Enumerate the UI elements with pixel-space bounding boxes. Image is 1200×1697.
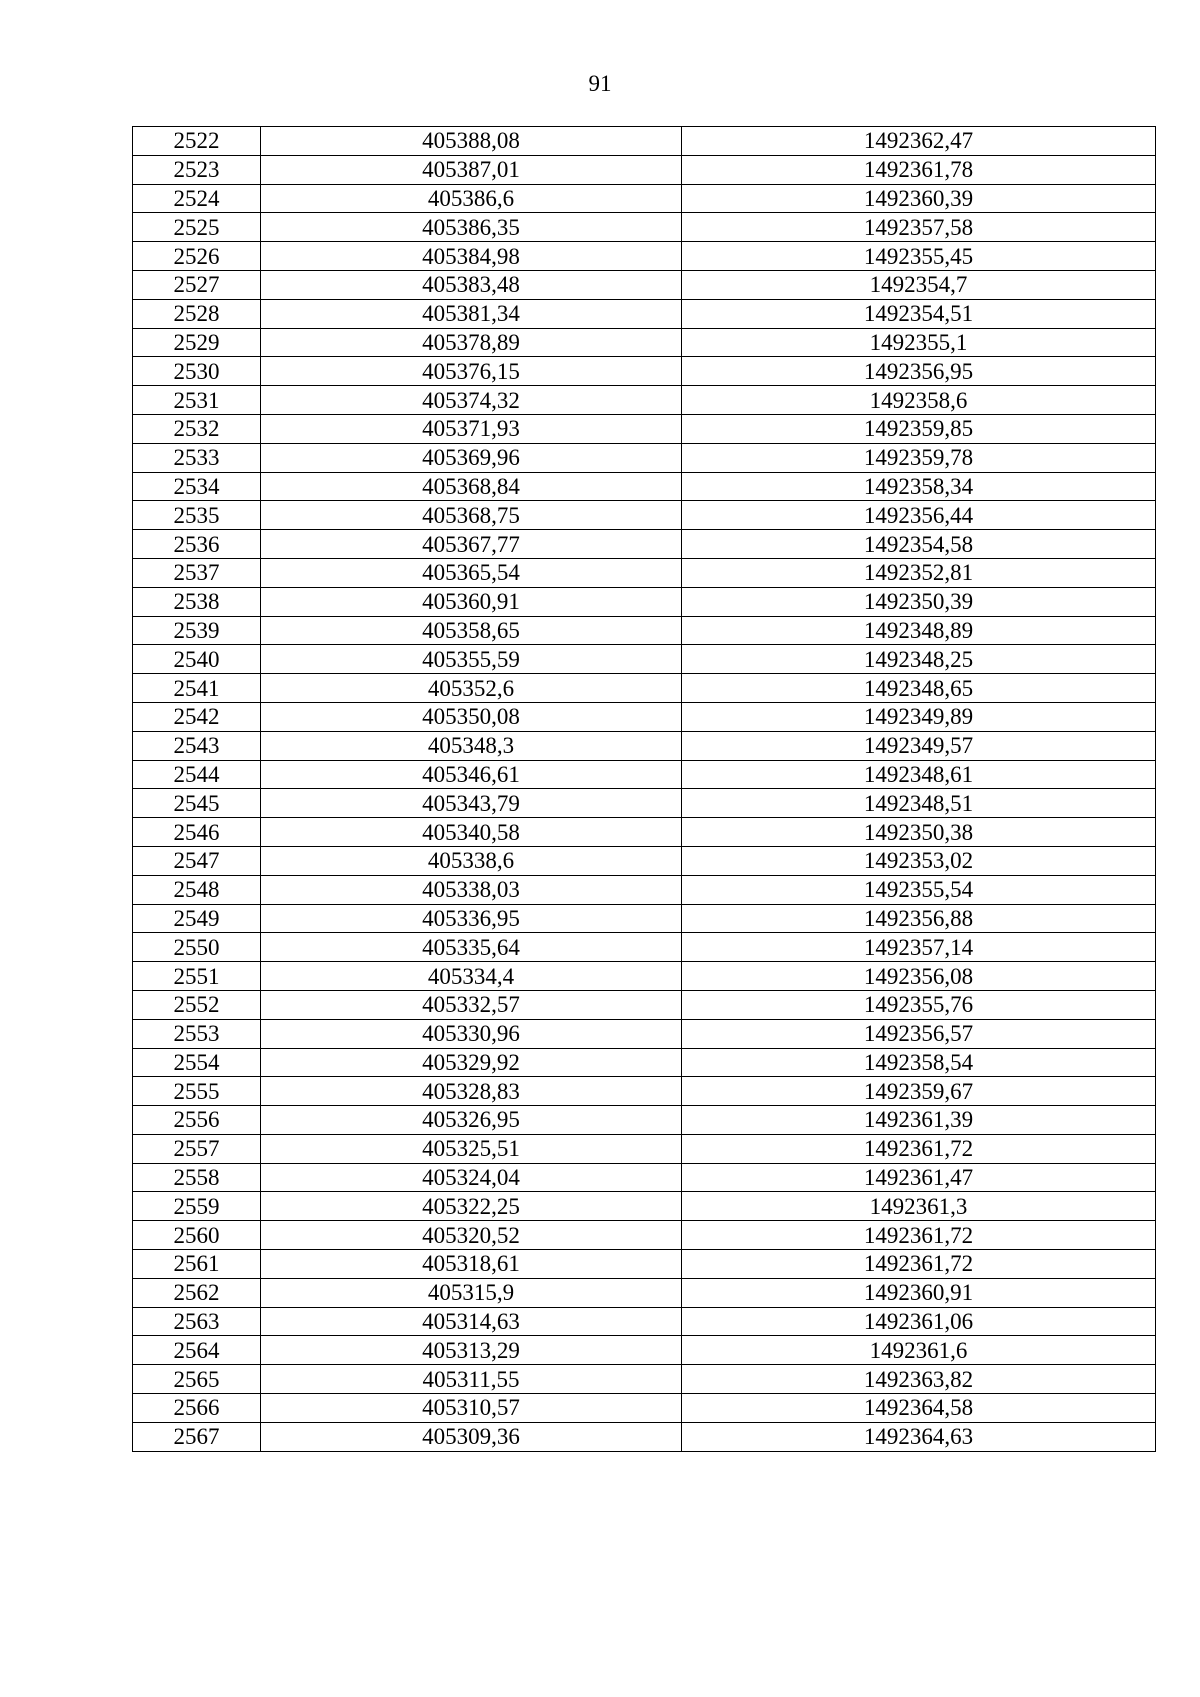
- y-coordinate-cell: 1492358,6: [682, 386, 1156, 415]
- point-number-cell: 2535: [133, 501, 261, 530]
- y-coordinate-cell: 1492349,89: [682, 702, 1156, 731]
- table-row: [133, 962, 1156, 991]
- point-number-cell: 2528: [133, 299, 261, 328]
- y-coordinate-cell: 1492355,45: [682, 242, 1156, 271]
- x-coordinate-cell: 405368,84: [261, 472, 682, 501]
- table-row: [133, 818, 1156, 847]
- x-coordinate-cell: 405320,52: [261, 1221, 682, 1250]
- table-row: [133, 1336, 1156, 1365]
- point-number-cell: 2544: [133, 760, 261, 789]
- y-coordinate-cell: 1492356,44: [682, 501, 1156, 530]
- x-coordinate-cell: 405326,95: [261, 1106, 682, 1135]
- y-coordinate-cell: 1492348,51: [682, 789, 1156, 818]
- table-row: [133, 933, 1156, 962]
- point-number-cell: 2526: [133, 242, 261, 271]
- y-coordinate-cell: 1492361,72: [682, 1221, 1156, 1250]
- x-coordinate-cell: 405334,4: [261, 962, 682, 991]
- point-number-cell: 2529: [133, 328, 261, 357]
- table-row: [133, 155, 1156, 184]
- coordinates-table: [132, 126, 1156, 1452]
- table-row: [133, 731, 1156, 760]
- table-row: [133, 530, 1156, 559]
- point-number-cell: 2552: [133, 990, 261, 1019]
- point-number-cell: 2546: [133, 818, 261, 847]
- table-row: [133, 270, 1156, 299]
- y-coordinate-cell: 1492360,39: [682, 184, 1156, 213]
- y-coordinate-cell: 1492350,38: [682, 818, 1156, 847]
- x-coordinate-cell: 405338,03: [261, 875, 682, 904]
- point-number-cell: 2553: [133, 1019, 261, 1048]
- point-number-cell: 2541: [133, 674, 261, 703]
- table-row: [133, 616, 1156, 645]
- x-coordinate-cell: 405330,96: [261, 1019, 682, 1048]
- table-row: [133, 386, 1156, 415]
- x-coordinate-cell: 405332,57: [261, 990, 682, 1019]
- table-row: [133, 1422, 1156, 1451]
- point-number-cell: 2563: [133, 1307, 261, 1336]
- x-coordinate-cell: 405383,48: [261, 270, 682, 299]
- point-number-cell: 2565: [133, 1365, 261, 1394]
- table-row: [133, 645, 1156, 674]
- table-row: [133, 1163, 1156, 1192]
- point-number-cell: 2527: [133, 270, 261, 299]
- x-coordinate-cell: 405310,57: [261, 1394, 682, 1423]
- x-coordinate-cell: 405355,59: [261, 645, 682, 674]
- table-row: [133, 1278, 1156, 1307]
- x-coordinate-cell: 405365,54: [261, 558, 682, 587]
- y-coordinate-cell: 1492361,06: [682, 1307, 1156, 1336]
- point-number-cell: 2567: [133, 1422, 261, 1451]
- table-row: [133, 702, 1156, 731]
- y-coordinate-cell: 1492356,57: [682, 1019, 1156, 1048]
- table-row: [133, 127, 1156, 156]
- y-coordinate-cell: 1492361,3: [682, 1192, 1156, 1221]
- x-coordinate-cell: 405352,6: [261, 674, 682, 703]
- point-number-cell: 2561: [133, 1250, 261, 1279]
- table-row: [133, 299, 1156, 328]
- y-coordinate-cell: 1492348,25: [682, 645, 1156, 674]
- x-coordinate-cell: 405324,04: [261, 1163, 682, 1192]
- x-coordinate-cell: 405387,01: [261, 155, 682, 184]
- point-number-cell: 2559: [133, 1192, 261, 1221]
- table-row: [133, 1048, 1156, 1077]
- x-coordinate-cell: 405311,55: [261, 1365, 682, 1394]
- y-coordinate-cell: 1492354,51: [682, 299, 1156, 328]
- x-coordinate-cell: 405328,83: [261, 1077, 682, 1106]
- x-coordinate-cell: 405378,89: [261, 328, 682, 357]
- point-number-cell: 2539: [133, 616, 261, 645]
- x-coordinate-cell: 405343,79: [261, 789, 682, 818]
- point-number-cell: 2556: [133, 1106, 261, 1135]
- y-coordinate-cell: 1492348,89: [682, 616, 1156, 645]
- point-number-cell: 2525: [133, 213, 261, 242]
- x-coordinate-cell: 405340,58: [261, 818, 682, 847]
- y-coordinate-cell: 1492355,1: [682, 328, 1156, 357]
- x-coordinate-cell: 405367,77: [261, 530, 682, 559]
- y-coordinate-cell: 1492352,81: [682, 558, 1156, 587]
- point-number-cell: 2540: [133, 645, 261, 674]
- point-number-cell: 2554: [133, 1048, 261, 1077]
- y-coordinate-cell: 1492357,58: [682, 213, 1156, 242]
- point-number-cell: 2538: [133, 587, 261, 616]
- point-number-cell: 2523: [133, 155, 261, 184]
- point-number-cell: 2564: [133, 1336, 261, 1365]
- x-coordinate-cell: 405374,32: [261, 386, 682, 415]
- y-coordinate-cell: 1492357,14: [682, 933, 1156, 962]
- y-coordinate-cell: 1492355,76: [682, 990, 1156, 1019]
- x-coordinate-cell: 405309,36: [261, 1422, 682, 1451]
- table-row: [133, 1365, 1156, 1394]
- table-row: [133, 1192, 1156, 1221]
- y-coordinate-cell: 1492361,6: [682, 1336, 1156, 1365]
- point-number-cell: 2551: [133, 962, 261, 991]
- point-number-cell: 2537: [133, 558, 261, 587]
- y-coordinate-cell: 1492364,63: [682, 1422, 1156, 1451]
- y-coordinate-cell: 1492361,78: [682, 155, 1156, 184]
- y-coordinate-cell: 1492356,95: [682, 357, 1156, 386]
- table-row: [133, 242, 1156, 271]
- point-number-cell: 2543: [133, 731, 261, 760]
- table-row: [133, 904, 1156, 933]
- x-coordinate-cell: 405386,6: [261, 184, 682, 213]
- y-coordinate-cell: 1492360,91: [682, 1278, 1156, 1307]
- table-row: [133, 472, 1156, 501]
- y-coordinate-cell: 1492359,67: [682, 1077, 1156, 1106]
- point-number-cell: 2555: [133, 1077, 261, 1106]
- y-coordinate-cell: 1492359,85: [682, 414, 1156, 443]
- x-coordinate-cell: 405360,91: [261, 587, 682, 616]
- table-row: [133, 990, 1156, 1019]
- table-row: [133, 184, 1156, 213]
- point-number-cell: 2557: [133, 1134, 261, 1163]
- table-row: [133, 443, 1156, 472]
- x-coordinate-cell: 405329,92: [261, 1048, 682, 1077]
- y-coordinate-cell: 1492348,65: [682, 674, 1156, 703]
- table-row: [133, 1250, 1156, 1279]
- point-number-cell: 2542: [133, 702, 261, 731]
- y-coordinate-cell: 1492350,39: [682, 587, 1156, 616]
- table-row: [133, 1307, 1156, 1336]
- table-row: [133, 789, 1156, 818]
- x-coordinate-cell: 405318,61: [261, 1250, 682, 1279]
- table-row: [133, 1394, 1156, 1423]
- x-coordinate-cell: 405338,6: [261, 846, 682, 875]
- coordinates-table-body: [133, 127, 1156, 1452]
- point-number-cell: 2530: [133, 357, 261, 386]
- y-coordinate-cell: 1492361,39: [682, 1106, 1156, 1135]
- x-coordinate-cell: 405358,65: [261, 616, 682, 645]
- y-coordinate-cell: 1492358,54: [682, 1048, 1156, 1077]
- table-row: [133, 1106, 1156, 1135]
- point-number-cell: 2558: [133, 1163, 261, 1192]
- table-row: [133, 357, 1156, 386]
- point-number-cell: 2536: [133, 530, 261, 559]
- y-coordinate-cell: 1492354,7: [682, 270, 1156, 299]
- table-row: [133, 846, 1156, 875]
- y-coordinate-cell: 1492364,58: [682, 1394, 1156, 1423]
- x-coordinate-cell: 405388,08: [261, 127, 682, 156]
- point-number-cell: 2566: [133, 1394, 261, 1423]
- x-coordinate-cell: 405348,3: [261, 731, 682, 760]
- y-coordinate-cell: 1492356,88: [682, 904, 1156, 933]
- table-row: [133, 1134, 1156, 1163]
- y-coordinate-cell: 1492361,72: [682, 1250, 1156, 1279]
- y-coordinate-cell: 1492361,47: [682, 1163, 1156, 1192]
- point-number-cell: 2532: [133, 414, 261, 443]
- x-coordinate-cell: 405325,51: [261, 1134, 682, 1163]
- table-row: [133, 1221, 1156, 1250]
- x-coordinate-cell: 405369,96: [261, 443, 682, 472]
- point-number-cell: 2562: [133, 1278, 261, 1307]
- x-coordinate-cell: 405315,9: [261, 1278, 682, 1307]
- table-row: [133, 1077, 1156, 1106]
- y-coordinate-cell: 1492361,72: [682, 1134, 1156, 1163]
- x-coordinate-cell: 405368,75: [261, 501, 682, 530]
- y-coordinate-cell: 1492354,58: [682, 530, 1156, 559]
- y-coordinate-cell: 1492348,61: [682, 760, 1156, 789]
- y-coordinate-cell: 1492359,78: [682, 443, 1156, 472]
- y-coordinate-cell: 1492355,54: [682, 875, 1156, 904]
- x-coordinate-cell: 405346,61: [261, 760, 682, 789]
- point-number-cell: 2550: [133, 933, 261, 962]
- x-coordinate-cell: 405384,98: [261, 242, 682, 271]
- point-number-cell: 2522: [133, 127, 261, 156]
- point-number-cell: 2531: [133, 386, 261, 415]
- table-row: [133, 1019, 1156, 1048]
- page-number: 91: [588, 71, 612, 96]
- x-coordinate-cell: 405381,34: [261, 299, 682, 328]
- point-number-cell: 2545: [133, 789, 261, 818]
- x-coordinate-cell: 405350,08: [261, 702, 682, 731]
- x-coordinate-cell: 405371,93: [261, 414, 682, 443]
- x-coordinate-cell: 405314,63: [261, 1307, 682, 1336]
- point-number-cell: 2533: [133, 443, 261, 472]
- x-coordinate-cell: 405335,64: [261, 933, 682, 962]
- table-row: [133, 501, 1156, 530]
- y-coordinate-cell: 1492353,02: [682, 846, 1156, 875]
- x-coordinate-cell: 405322,25: [261, 1192, 682, 1221]
- table-row: [133, 674, 1156, 703]
- y-coordinate-cell: 1492356,08: [682, 962, 1156, 991]
- table-row: [133, 875, 1156, 904]
- point-number-cell: 2560: [133, 1221, 261, 1250]
- point-number-cell: 2548: [133, 875, 261, 904]
- table-row: [133, 587, 1156, 616]
- y-coordinate-cell: 1492349,57: [682, 731, 1156, 760]
- y-coordinate-cell: 1492363,82: [682, 1365, 1156, 1394]
- table-row: [133, 213, 1156, 242]
- table-row: [133, 760, 1156, 789]
- x-coordinate-cell: 405386,35: [261, 213, 682, 242]
- x-coordinate-cell: 405376,15: [261, 357, 682, 386]
- y-coordinate-cell: 1492358,34: [682, 472, 1156, 501]
- point-number-cell: 2524: [133, 184, 261, 213]
- x-coordinate-cell: 405336,95: [261, 904, 682, 933]
- point-number-cell: 2549: [133, 904, 261, 933]
- y-coordinate-cell: 1492362,47: [682, 127, 1156, 156]
- table-row: [133, 328, 1156, 357]
- point-number-cell: 2547: [133, 846, 261, 875]
- x-coordinate-cell: 405313,29: [261, 1336, 682, 1365]
- point-number-cell: 2534: [133, 472, 261, 501]
- table-row: [133, 414, 1156, 443]
- table-row: [133, 558, 1156, 587]
